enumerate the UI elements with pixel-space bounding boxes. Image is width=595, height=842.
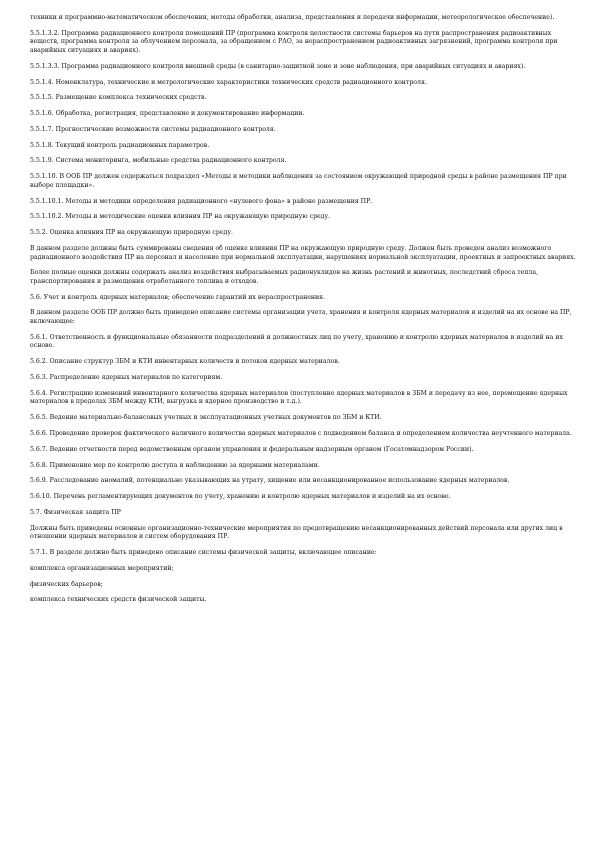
paragraph: 5.5.2. Оценка влияния ПР на окружающую природную среду. [30, 229, 233, 237]
paragraph: 5.5.1.5. Размещение комплекса технических средств. [30, 94, 207, 102]
document-page [30, 14, 582, 605]
paragraph: Должны быть приведены основные организационно-технические мероприятия по предотвращению несанкционированных действий персонала или других лиц в отношении ядерных материалов и систем оборудования ПР. [30, 524, 563, 541]
paragraph: 5.6.10. Перечень регламентирующих документов по учету, хранению и контролю ядерных материалов и изделий на их основе. [30, 493, 451, 501]
list-item: физических барьеров; [30, 580, 103, 588]
paragraph: 5.5.1.8. Текущий контроль радиационных параметров. [30, 141, 210, 149]
section-heading: 5.7. Физическая защита ПР [30, 508, 121, 516]
paragraph: 5.7.1. В разделе должно быть приведено описание системы физической защиты, включающее описание: [30, 549, 377, 556]
paragraph: 5.5.1.10.2. Методы и методические оценки влияния ПР на окружающую природную среду. [30, 213, 331, 221]
paragraph: 5.5.1.3.2. Программа радиационного контроля помещений ПР (программа контроля целостности системы барьеров на пути распространения радиоактивных веществ, программа контроля за облучением персонала, за обращением с РАО, за нераспространением радиоактивных загрязнений, программа контроля при аварийных ситуациях и авариях). [30, 29, 558, 54]
list-item: комплекса технических средств физической защиты. [30, 596, 207, 604]
paragraph: 5.5.1.7. Прогностические возможности системы радиационного контроля. [30, 125, 276, 133]
paragraph: 5.6.1. Ответственность и функциональные обязанности подразделений и должностных лиц по учету, хранению и контролю ядерных материалов и изделий на их основе. [30, 333, 563, 350]
paragraph: 5.6.8. Применение мер по контролю доступа и наблюдению за ядерными материалами. [30, 461, 320, 469]
paragraph: 5.6.6. Проведение проверок фактического наличного количества ядерных материалов с подведением баланса и определением количества неучтенного материала. [30, 429, 572, 437]
list-item: комплекса организационных мероприятий; [30, 564, 174, 572]
paragraph: 5.6. Учет и контроль ядерных материалов; обеспечение гарантий их нераспространения. [30, 293, 326, 301]
paragraph: техники и программно-математическом обеспечении, методы обработки, анализа, представления и передачи информации, метеорологическое обеспечение). [30, 14, 555, 21]
paragraph: 5.6.7. Ведение отчетности перед ведомственным органом управления и федеральным надзорным органом (Госатомнадзором России). [30, 445, 474, 453]
paragraph: 5.5.1.6. Обработка, регистрация, представление и документирование информации. [30, 110, 305, 118]
paragraph: 5.6.5. Ведение материально-балансовых учетных и эксплуатационных учетных документов по ЗБМ и КТИ. [30, 414, 382, 422]
paragraph: 5.6.2. Описание структур ЗБМ и КТИ инвентарных количеств и потоков ядерных материалов. [30, 358, 340, 366]
paragraph: Более полные оценки должны содержать анализ воздействия выбрасываемых радионуклидов на жизнь растений и животных, последствий сброса тепла, транспортирования и размещения отработанного топлива и отходов. [30, 269, 539, 285]
paragraph: 5.6.9. Расследование аномалий, потенциально указывающих на утрату, хищение или несанкционированное использование ядерных материалов. [30, 477, 510, 485]
paragraph: В данном разделе ООБ ПР должно быть приведено описание системы организации учета, хранения и контроля ядерных материалов и изделий на их основе на ПР, включающее: [30, 309, 572, 326]
paragraph: 5.5.1.10. В ООБ ПР должен содержаться подраздел «Методы и методики наблюдения за состоянием окружающей природной среды в районе размещения ПР при выборе площадки». [30, 173, 567, 189]
paragraph: В данном разделе должны быть суммированы сведения об оценке влияния ПР на окружающую природную среду. Должен быть проведен анализ возможного радиационного воздействия ПР на персонал и население при нормальной эксплуатации, нарушениях нормальной эксплуатации, проектных и запроектных авариях. [30, 244, 576, 261]
paragraph: 5.6.3. Распределение ядерных материалов по категориям. [30, 374, 223, 381]
paragraph: 5.6.4. Регистрацию изменений инвентарного количества ядерных материалов (поступление ядерных материалов в ЗБМ и передачу из нее, перемещение ядерных материалов в пределах ЗБМ между КТИ, выгрузка и ядерное производство и т.д.). [30, 389, 568, 406]
paragraph: 5.5.1.10.1. Методы и методики определения радиационного «нулевого фона» в районе размещения ПР. [30, 197, 373, 205]
paragraph: 5.5.1.9. Система мониторинга, мобильные средства радиационного контроля. [30, 157, 287, 165]
paragraph: 5.5.1.4. Номенклатура, технические и метрологические характеристики технических средств радиационного контроля. [30, 78, 427, 86]
paragraph: 5.5.1.3.3. Программа радиационного контроля внешней среды (в санитарно-защитной зоне и зоне наблюдения, при аварийных ситуациях и авариях). [30, 62, 526, 70]
